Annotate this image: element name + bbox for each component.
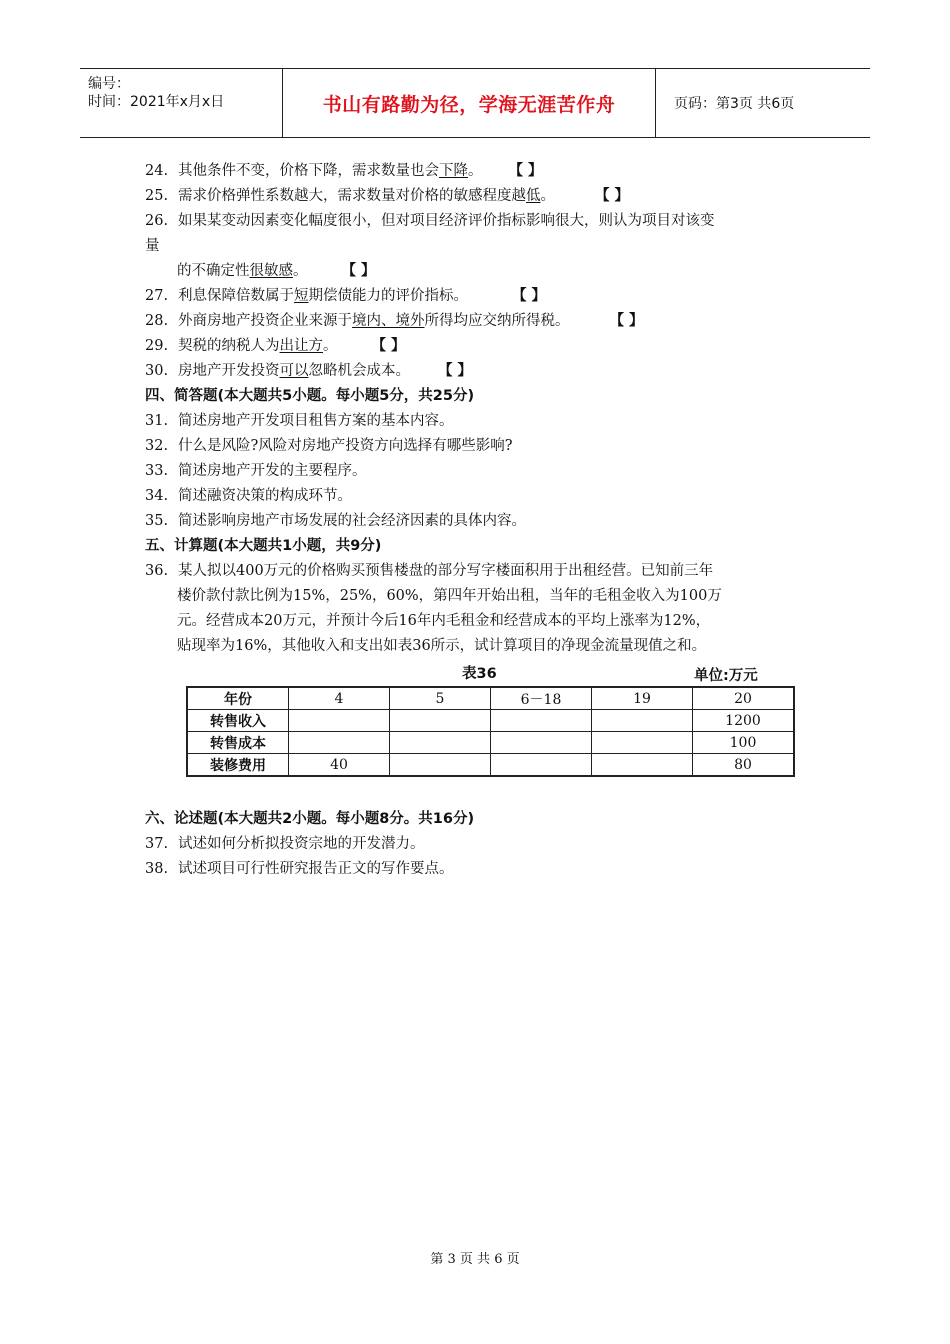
question-number: 36.: [145, 563, 169, 579]
table-header-row: [187, 687, 794, 710]
question-text: 简述影响房地产市场发展的社会经济因素的具体内容。: [178, 513, 526, 529]
motto-text: 书山有路勤为径，学海无涯苦作舟: [322, 93, 616, 116]
question-36-line3: 元。经营成本20万元，并预计今后16年内毛租金和经营成本的平均上涨率为12%，: [177, 613, 711, 629]
table-header-cell: 19: [592, 687, 693, 710]
section-5-title: 五、计算题(本大题共1小题，共9分): [145, 538, 382, 554]
header-meta: [80, 69, 283, 137]
question-number: 30.: [145, 363, 169, 379]
question-text: 如果某变动因素变化幅度很小，但对项目经济评价指标影响很大，则认为项目对该变: [178, 213, 715, 229]
question-34: [145, 487, 352, 505]
question-36: [145, 562, 713, 580]
table-cell: [289, 732, 390, 754]
question-number: 28.: [145, 313, 169, 329]
underlined-term: 出让方: [279, 338, 323, 354]
underlined-term: 低: [526, 188, 541, 204]
table-cell: [390, 754, 491, 777]
answer-bracket: 【 】: [341, 263, 376, 279]
answer-bracket: 【 】: [371, 338, 406, 354]
question-number: 31.: [145, 413, 169, 429]
table-cell: 1200: [693, 710, 795, 732]
table-cell: [491, 710, 592, 732]
underlined-term: 境内、境外: [352, 313, 425, 329]
question-text: 期偿债能力的评价指标。: [308, 288, 468, 304]
table-row: [187, 710, 794, 732]
table-cell: [592, 754, 693, 777]
table-row-label: 转售成本: [187, 732, 289, 754]
underlined-term: 短: [294, 288, 309, 304]
section-6-title: 六、论述题(本大题共2小题。每小题8分。共16分): [145, 811, 475, 827]
question-36-line4: 贴现率为16%，其他收入和支出如表36所示，试计算项目的净现金流量现值之和。: [177, 638, 707, 654]
table-row-label: 转售收入: [187, 710, 289, 732]
question-text: 忽略机会成本。: [308, 363, 410, 379]
question-number: 32.: [145, 438, 169, 454]
page-header: [80, 68, 870, 138]
question-text: 房地产开发投资: [178, 363, 280, 379]
table-cell: 40: [289, 754, 390, 777]
table-cell: 80: [693, 754, 795, 777]
table-caption: 表36: [462, 666, 497, 682]
table-header-cell: 20: [693, 687, 795, 710]
table-cell: 100: [693, 732, 795, 754]
table-36: [186, 686, 795, 777]
table-cell: [390, 732, 491, 754]
question-text: 所得均应交纳所得税。: [424, 313, 570, 329]
question-number: 26.: [145, 213, 169, 229]
question-28: [145, 312, 644, 330]
question-text: 量: [145, 238, 160, 254]
question-26-line2: [145, 237, 160, 255]
question-29: [145, 337, 406, 355]
question-text: 利息保障倍数属于: [178, 288, 294, 304]
question-number: 33.: [145, 463, 169, 479]
question-text: 试述项目可行性研究报告正文的写作要点。: [178, 861, 454, 877]
question-number: 34.: [145, 488, 169, 504]
question-text: 。: [468, 163, 483, 179]
table-header-cell: 年份: [187, 687, 289, 710]
question-number: 35.: [145, 513, 169, 529]
answer-bracket: 【 】: [595, 188, 630, 204]
table-row: [187, 732, 794, 754]
table-header-cell: 5: [390, 687, 491, 710]
question-text: 的不确定性: [177, 263, 250, 279]
time-label: 时间：2021年x月x日: [88, 94, 225, 110]
question-text: 简述房地产开发的主要程序。: [178, 463, 367, 479]
header-page-label: [664, 69, 870, 137]
question-text: 需求价格弹性系数越大，需求数量对价格的敏感程度越: [178, 188, 526, 204]
table-header-cell: 6－18: [491, 687, 592, 710]
question-35: [145, 512, 526, 530]
question-25: [145, 187, 629, 205]
question-text: 。: [540, 188, 555, 204]
question-text: 契税的纳税人为: [178, 338, 280, 354]
question-26-line3: [177, 262, 376, 280]
underlined-term: 下降: [439, 163, 468, 179]
code-label: 编号：: [88, 76, 130, 92]
table-cell: [592, 710, 693, 732]
question-text: 。: [323, 338, 338, 354]
question-number: 27.: [145, 288, 169, 304]
table-unit: 单位:万元: [694, 668, 758, 684]
question-text: 什么是风险?风险对房地产投资方向选择有哪些影响?: [178, 438, 513, 454]
question-text: 某人拟以400万元的价格购买预售楼盘的部分写字楼面积用于出租经营。已知前三年: [178, 563, 714, 579]
table-cell: [592, 732, 693, 754]
question-32: [145, 437, 513, 455]
table-header-cell: 4: [289, 687, 390, 710]
answer-bracket: 【 】: [508, 163, 543, 179]
underlined-term: 很敏感: [249, 263, 293, 279]
answer-bracket: 【 】: [438, 363, 473, 379]
question-38: [145, 860, 454, 878]
underlined-term: 可以: [279, 363, 309, 379]
question-number: 24.: [145, 163, 169, 179]
question-27: [145, 287, 546, 305]
question-text: 。: [293, 263, 308, 279]
question-26: [145, 212, 715, 230]
table-cell: [390, 710, 491, 732]
question-text: 其他条件不变，价格下降，需求数量也会: [178, 163, 439, 179]
header-motto: [283, 69, 656, 137]
section-4-title: 四、简答题(本大题共5小题。每小题5分，共25分): [145, 388, 475, 404]
question-number: 25.: [145, 188, 169, 204]
question-number: 29.: [145, 338, 169, 354]
question-31: [145, 412, 454, 430]
question-number: 38.: [145, 861, 169, 877]
answer-bracket: 【 】: [512, 288, 547, 304]
table-cell: [289, 710, 390, 732]
page-label-text: 页码：第3页 共6页: [674, 96, 795, 112]
question-number: 37.: [145, 836, 169, 852]
question-33: [145, 462, 367, 480]
question-24: [145, 162, 543, 180]
question-text: 简述房地产开发项目租售方案的基本内容。: [178, 413, 454, 429]
question-36-line2: 楼价款付款比例为15%，25%，60%，第四年开始出租，当年的毛租金收入为100万: [177, 588, 722, 604]
table-row-label: 装修费用: [187, 754, 289, 777]
question-text: 简述融资决策的构成环节。: [178, 488, 352, 504]
answer-bracket: 【 】: [609, 313, 644, 329]
question-30: [145, 362, 472, 380]
table-cell: [491, 732, 592, 754]
table-row: [187, 754, 794, 777]
question-37: [145, 835, 425, 853]
question-text: 试述如何分析拟投资宗地的开发潜力。: [178, 836, 425, 852]
table-cell: [491, 754, 592, 777]
page-footer: 第 3 页 共 6 页: [430, 1252, 520, 1267]
question-text: 外商房地产投资企业来源于: [178, 313, 352, 329]
